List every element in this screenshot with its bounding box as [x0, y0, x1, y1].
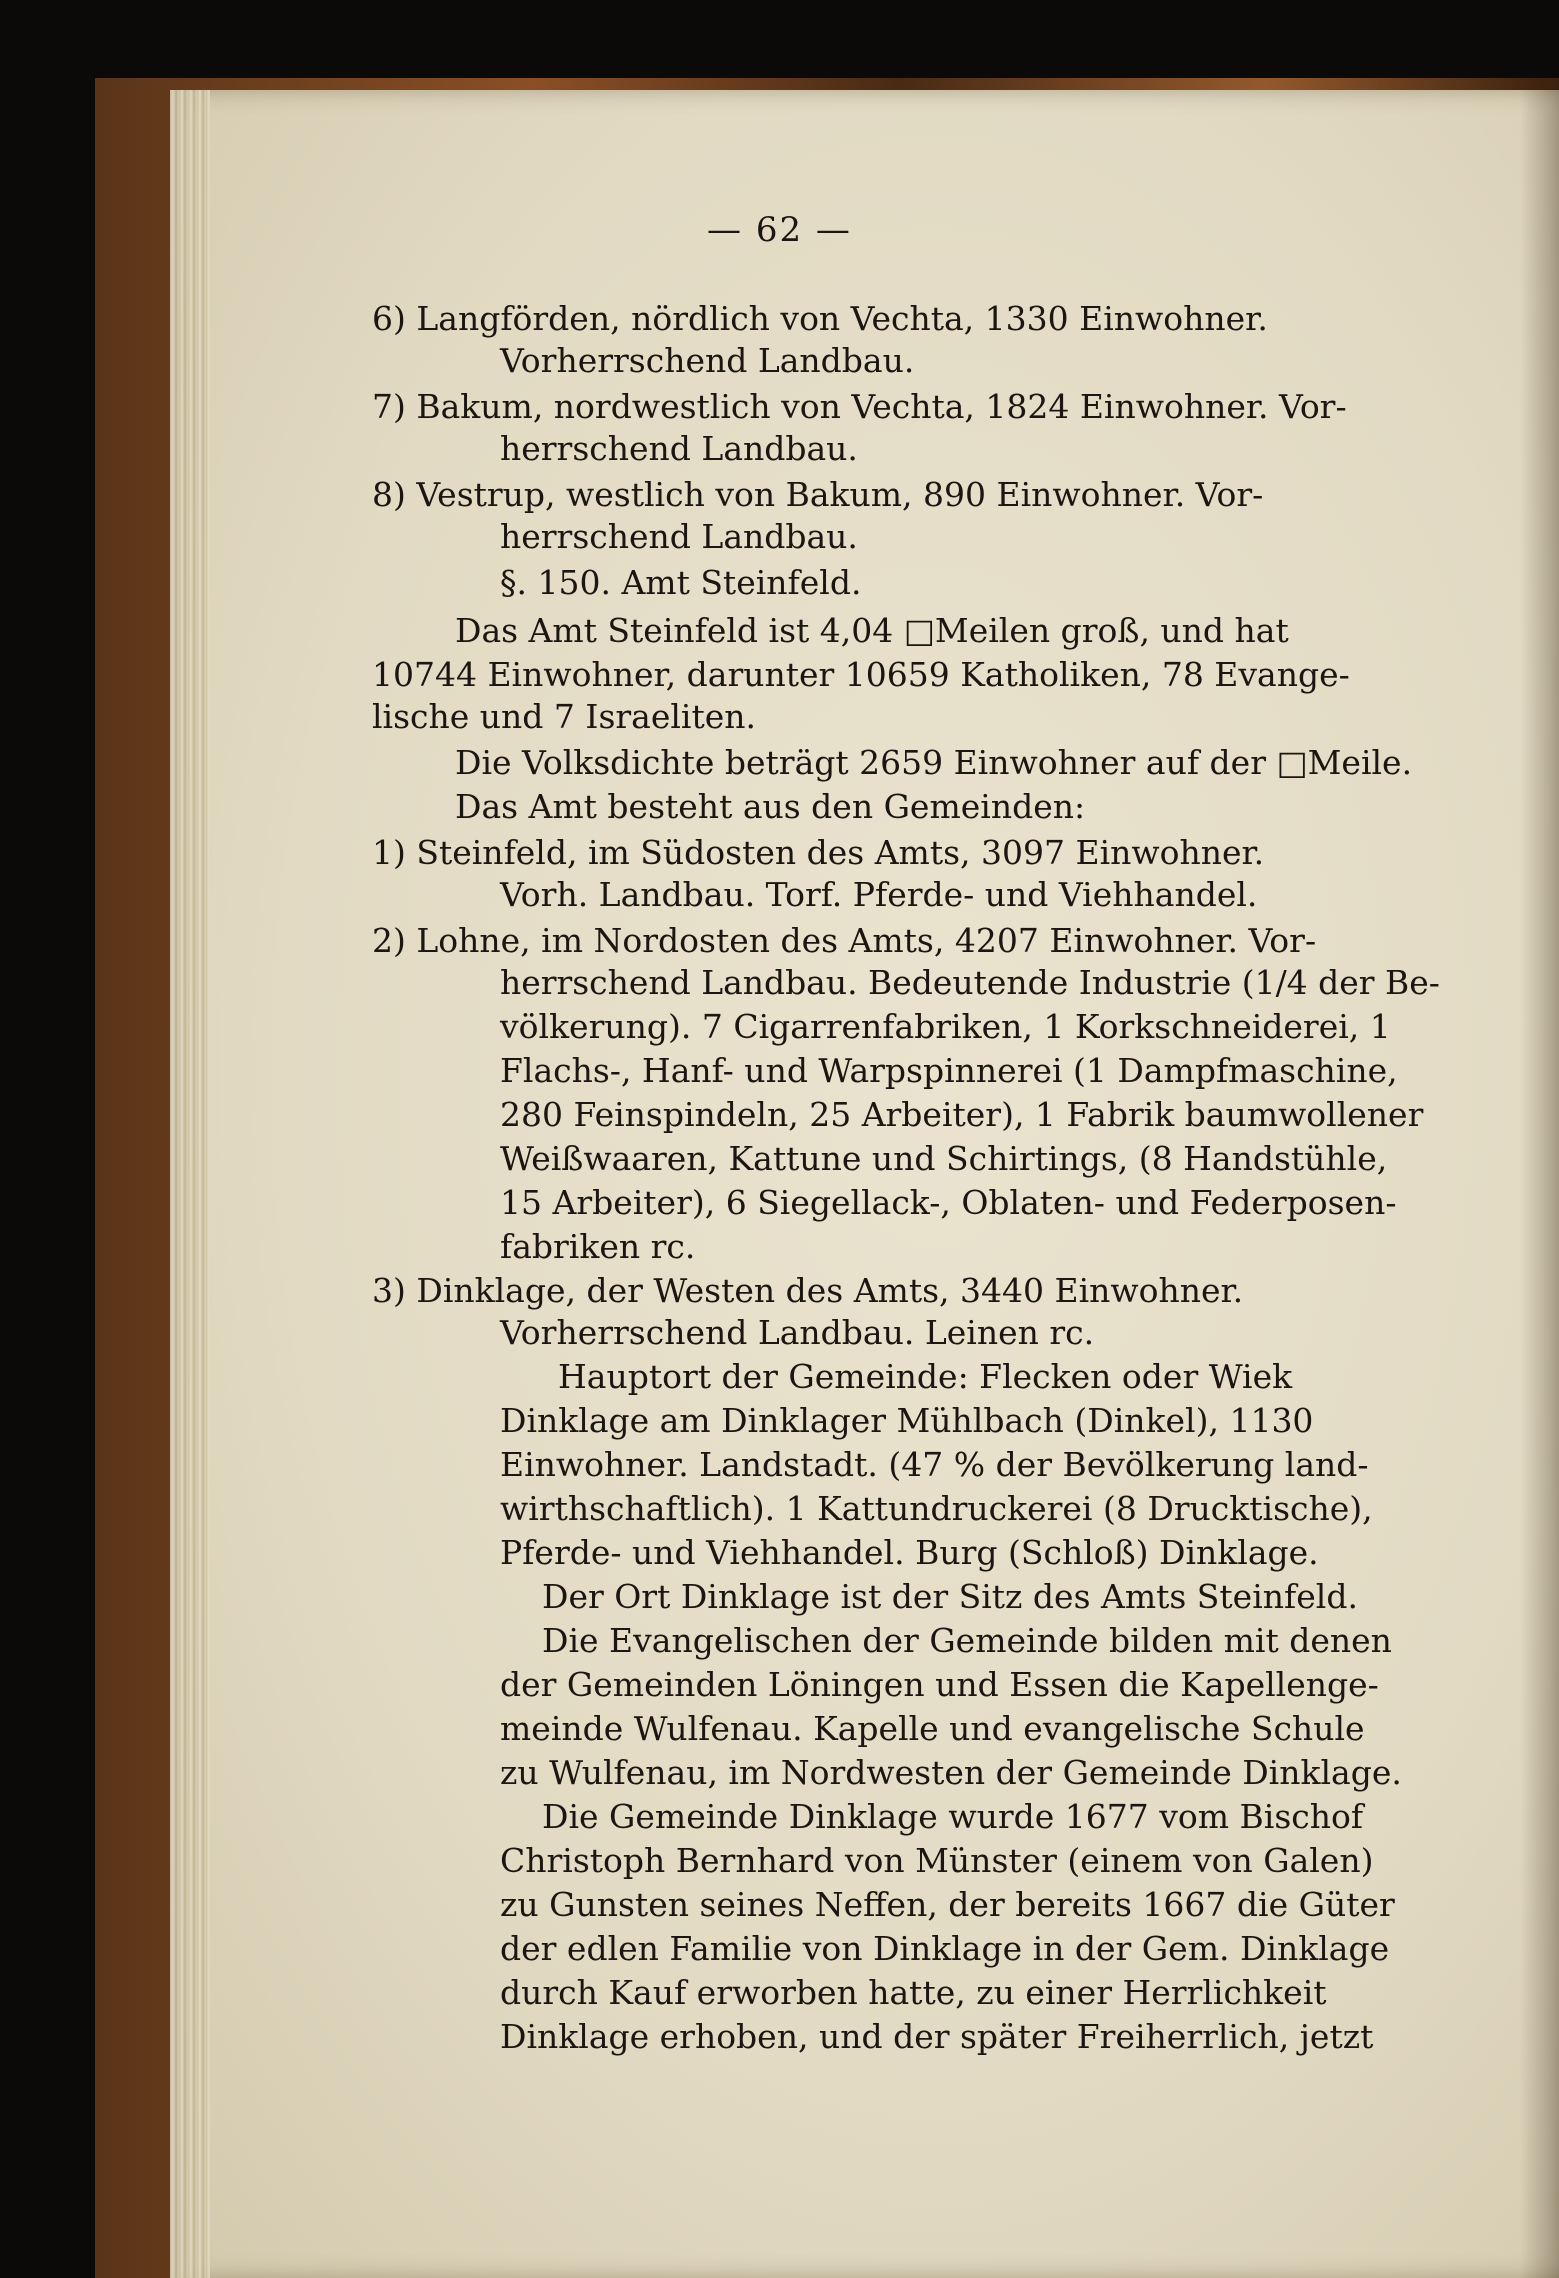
text-line: Die Evangelischen der Gemeinde bilden mit denen: [542, 1621, 1392, 1660]
text-line: 8) Vestrup, westlich von Bakum, 890 Einwohner. Vor-: [372, 475, 1264, 514]
text-line: Einwohner. Landstadt. (47 % der Bevölkerung land-: [500, 1445, 1369, 1484]
text-line: der edlen Familie von Dinklage in der Gem. Dinklage: [500, 1929, 1390, 1968]
text-line: 2) Lohne, im Nordosten des Amts, 4207 Einwohner. Vor-: [372, 921, 1317, 960]
text-line: Weißwaaren, Kattune und Schirtings, (8 Handstühle,: [500, 1139, 1388, 1178]
page-edges: [170, 90, 210, 2278]
text-line: meinde Wulfenau. Kapelle und evangelische Schule: [500, 1709, 1365, 1748]
text-line: Vorh. Landbau. Torf. Pferde- und Viehhandel.: [500, 875, 1258, 914]
text-line: herrschend Landbau.: [500, 429, 858, 468]
text-line: 10744 Einwohner, darunter 10659 Katholiken, 78 Evange-: [372, 655, 1350, 694]
text-line: 3) Dinklage, der Westen des Amts, 3440 Einwohner.: [372, 1271, 1244, 1310]
page-number: — 62 —: [707, 210, 852, 250]
text-line: Dinklage am Dinklager Mühlbach (Dinkel), 1130: [500, 1401, 1314, 1440]
text-line: Pferde- und Viehhandel. Burg (Schloß) Dinklage.: [500, 1533, 1319, 1572]
text-line: Vorherrschend Landbau. Leinen rc.: [500, 1313, 1095, 1352]
text-line: Der Ort Dinklage ist der Sitz des Amts Steinfeld.: [542, 1577, 1358, 1616]
text-line: Hauptort der Gemeinde: Flecken oder Wiek: [558, 1357, 1293, 1396]
page-gutter-shadow: [1520, 90, 1559, 2278]
text-line: fabriken rc.: [500, 1227, 696, 1266]
text-line: völkerung). 7 Cigarrenfabriken, 1 Korkschneiderei, 1: [500, 1007, 1391, 1046]
text-line: Christoph Bernhard von Münster (einem von Galen): [500, 1841, 1374, 1880]
text-line: Das Amt besteht aus den Gemeinden:: [455, 787, 1086, 826]
text-line: Vorherrschend Landbau.: [500, 341, 915, 380]
text-line: 1) Steinfeld, im Südosten des Amts, 3097 Einwohner.: [372, 833, 1265, 872]
text-line: Das Amt Steinfeld ist 4,04 □Meilen groß, und hat: [455, 611, 1289, 650]
text-line: zu Gunsten seines Neffen, der bereits 1667 die Güter: [500, 1885, 1395, 1924]
text-line: herrschend Landbau. Bedeutende Industrie (1/4 der Be-: [500, 963, 1440, 1002]
text-line: der Gemeinden Löningen und Essen die Kapellenge-: [500, 1665, 1379, 1704]
text-line: Die Gemeinde Dinklage wurde 1677 vom Bischof: [542, 1797, 1364, 1836]
text-line: herrschend Landbau.: [500, 517, 858, 556]
text-line: 7) Bakum, nordwestlich von Vechta, 1824 Einwohner. Vor-: [372, 387, 1347, 426]
text-line: 280 Feinspindeln, 25 Arbeiter), 1 Fabrik baumwollener: [500, 1095, 1424, 1134]
text-line: 6) Langförden, nördlich von Vechta, 1330 Einwohner.: [372, 299, 1268, 338]
text-line: zu Wulfenau, im Nordwesten der Gemeinde Dinklage.: [500, 1753, 1402, 1792]
section-heading: §. 150. Amt Steinfeld.: [500, 563, 862, 602]
text-line: Die Volksdichte beträgt 2659 Einwohner auf der □Meile.: [455, 743, 1413, 782]
text-line: Flachs-, Hanf- und Warpspinnerei (1 Dampfmaschine,: [500, 1051, 1398, 1090]
text-line: wirthschaftlich). 1 Kattundruckerei (8 Drucktische),: [500, 1489, 1373, 1528]
text-line: lische und 7 Israeliten.: [372, 697, 756, 736]
text-line: 15 Arbeiter), 6 Siegellack-, Oblaten- und Federposen-: [500, 1183, 1397, 1222]
text-line: durch Kauf erworben hatte, zu einer Herrlichkeit: [500, 1973, 1327, 2012]
text-line: Dinklage erhoben, und der später Freiherrlich, jetzt: [500, 2017, 1374, 2056]
